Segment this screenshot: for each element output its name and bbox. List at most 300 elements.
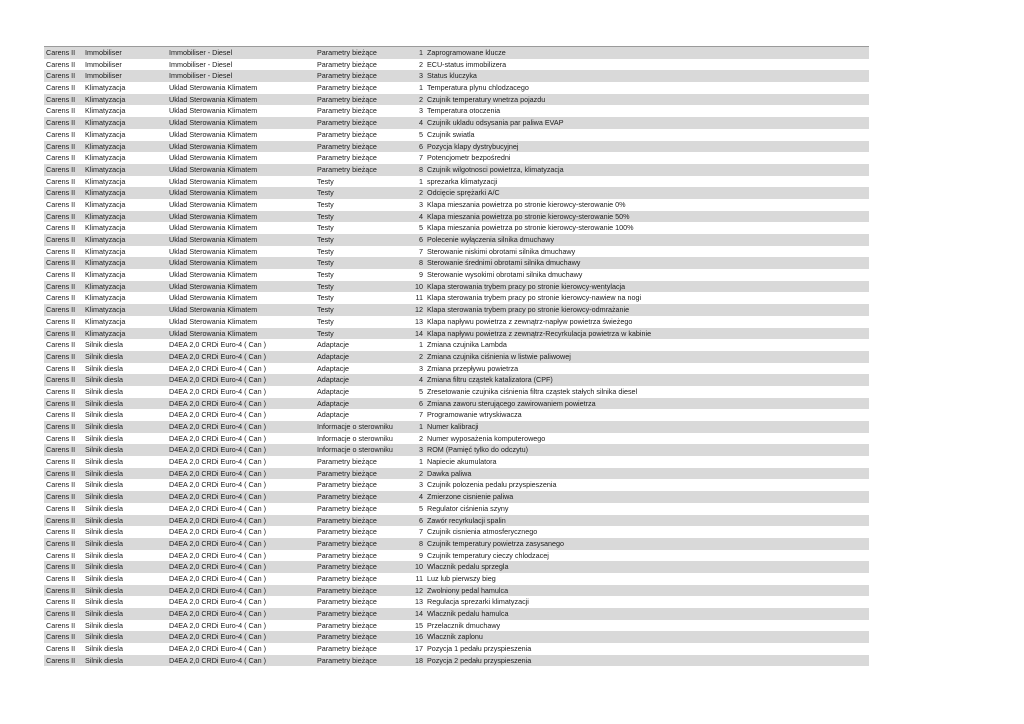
module-cell: D4EA 2,0 CRDi Euro-4 ( Can ) bbox=[169, 468, 267, 478]
table-row bbox=[44, 433, 869, 445]
table-row bbox=[44, 491, 869, 503]
category-cell: Testy bbox=[317, 305, 334, 315]
model-cell: Carens II bbox=[46, 71, 76, 81]
system-cell: Silnik diesla bbox=[85, 457, 123, 467]
module-cell: Uklad Sterowania Klimatem bbox=[169, 293, 258, 303]
index-cell: 5 bbox=[419, 503, 423, 513]
module-cell: D4EA 2,0 CRDi Euro-4 ( Can ) bbox=[169, 632, 267, 642]
table-row bbox=[44, 538, 869, 550]
model-cell: Carens II bbox=[46, 270, 76, 280]
system-cell: Klimatyzacja bbox=[85, 281, 126, 291]
table-row bbox=[44, 550, 869, 562]
table-row bbox=[44, 328, 869, 340]
category-cell: Parametry bieżące bbox=[317, 457, 377, 467]
model-cell: Carens II bbox=[46, 258, 76, 268]
index-cell: 1 bbox=[419, 422, 423, 431]
category-cell: Parametry bieżące bbox=[317, 468, 377, 478]
system-cell: Klimatyzacja bbox=[85, 188, 126, 198]
table-row bbox=[44, 351, 869, 363]
category-cell: Testy bbox=[317, 258, 334, 268]
index-cell: 10 bbox=[415, 562, 423, 572]
table-row bbox=[44, 585, 869, 597]
category-cell: Parametry bieżące bbox=[317, 573, 377, 583]
module-cell: D4EA 2,0 CRDi Euro-4 ( Can ) bbox=[169, 398, 267, 408]
function-cell: Pozycja 1 pedału przyspieszenia bbox=[427, 644, 532, 654]
function-cell: Klapa sterowania trybem pracy po stronie kierowcy-odmrażanie bbox=[427, 305, 630, 315]
module-cell: D4EA 2,0 CRDi Euro-4 ( Can ) bbox=[169, 562, 267, 572]
system-cell: Silnik diesla bbox=[85, 620, 123, 630]
model-cell: Carens II bbox=[46, 340, 76, 350]
table-row bbox=[44, 363, 869, 375]
table-row bbox=[44, 246, 869, 258]
model-cell: Carens II bbox=[46, 515, 76, 525]
table-row bbox=[44, 479, 869, 491]
category-cell: Parametry bieżące bbox=[317, 71, 377, 81]
system-cell: Silnik diesla bbox=[85, 340, 123, 350]
index-cell: 3 bbox=[419, 106, 423, 116]
index-cell: 2 bbox=[419, 351, 423, 361]
table-row bbox=[44, 152, 869, 164]
system-cell: Silnik diesla bbox=[85, 503, 123, 513]
category-cell: Adaptacje bbox=[317, 410, 349, 420]
index-cell: 10 bbox=[415, 281, 423, 291]
table-row bbox=[44, 374, 869, 386]
model-cell: Carens II bbox=[46, 503, 76, 513]
system-cell: Klimatyzacja bbox=[85, 141, 126, 151]
module-cell: D4EA 2,0 CRDi Euro-4 ( Can ) bbox=[169, 457, 267, 467]
module-cell: D4EA 2,0 CRDi Euro-4 ( Can ) bbox=[169, 445, 267, 455]
function-cell: Czujnik temperatury powietrza zasysanego bbox=[427, 538, 565, 548]
system-cell: Silnik diesla bbox=[85, 433, 123, 443]
function-cell: Numer wyposażenia komputerowego bbox=[427, 433, 546, 443]
model-cell: Carens II bbox=[46, 164, 76, 174]
system-cell: Silnik diesla bbox=[85, 632, 123, 642]
function-cell: Klapa napływu powietrza z zewnątrz-napływ powietrza świeżego bbox=[427, 316, 633, 326]
category-cell: Parametry bieżące bbox=[317, 585, 377, 595]
table-row bbox=[44, 257, 869, 269]
system-cell: Klimatyzacja bbox=[85, 83, 126, 93]
table-row bbox=[44, 59, 869, 71]
function-cell: Zawór recyrkulacji spalin bbox=[427, 515, 506, 525]
model-cell: Carens II bbox=[46, 550, 76, 560]
model-cell: Carens II bbox=[46, 188, 76, 198]
function-cell: Czujnik temperatury cieczy chlodzacej bbox=[427, 550, 549, 560]
index-cell: 5 bbox=[419, 129, 423, 139]
system-cell: Immobiliser bbox=[85, 59, 122, 69]
function-cell: ROM (Pamięć tylko do odczytu) bbox=[427, 445, 529, 455]
index-cell: 1 bbox=[419, 176, 423, 186]
system-cell: Immobiliser bbox=[85, 71, 122, 81]
function-cell: Napiecie akumulatora bbox=[427, 457, 497, 467]
function-cell: Temperatura plynu chlodzacego bbox=[427, 83, 529, 93]
index-cell: 7 bbox=[419, 153, 423, 163]
function-cell: Zmiana przepływu powietrza bbox=[427, 363, 519, 373]
model-cell: Carens II bbox=[46, 305, 76, 315]
index-cell: 1 bbox=[419, 457, 423, 467]
category-cell: Testy bbox=[317, 328, 334, 338]
table-row bbox=[44, 105, 869, 117]
category-cell: Testy bbox=[317, 281, 334, 291]
index-cell: 16 bbox=[415, 632, 423, 642]
module-cell: Uklad Sterowania Klimatem bbox=[169, 83, 258, 93]
index-cell: 5 bbox=[419, 386, 423, 396]
system-cell: Immobiliser bbox=[85, 48, 122, 57]
index-cell: 1 bbox=[419, 48, 423, 57]
index-cell: 11 bbox=[415, 573, 423, 583]
module-cell: Uklad Sterowania Klimatem bbox=[169, 223, 258, 233]
module-cell: Uklad Sterowania Klimatem bbox=[169, 235, 258, 244]
index-cell: 11 bbox=[415, 293, 423, 303]
category-cell: Parametry bieżące bbox=[317, 620, 377, 630]
model-cell: Carens II bbox=[46, 281, 76, 291]
table-row bbox=[44, 456, 869, 468]
system-cell: Silnik diesla bbox=[85, 515, 123, 525]
model-cell: Carens II bbox=[46, 398, 76, 408]
index-cell: 3 bbox=[419, 363, 423, 373]
function-cell: Klapa mieszania powietrza po stronie kierowcy-sterowanie 50% bbox=[427, 211, 630, 221]
system-cell: Silnik diesla bbox=[85, 655, 123, 665]
module-cell: Uklad Sterowania Klimatem bbox=[169, 106, 258, 116]
table-row bbox=[44, 164, 869, 176]
system-cell: Klimatyzacja bbox=[85, 129, 126, 139]
system-cell: Silnik diesla bbox=[85, 398, 123, 408]
model-cell: Carens II bbox=[46, 83, 76, 93]
module-cell: Uklad Sterowania Klimatem bbox=[169, 118, 258, 128]
system-cell: Klimatyzacja bbox=[85, 211, 126, 221]
index-cell: 7 bbox=[419, 246, 423, 256]
module-cell: Uklad Sterowania Klimatem bbox=[169, 246, 258, 256]
category-cell: Parametry bieżące bbox=[317, 153, 377, 163]
index-cell: 3 bbox=[419, 480, 423, 490]
category-cell: Parametry bieżące bbox=[317, 83, 377, 93]
system-cell: Klimatyzacja bbox=[85, 118, 126, 128]
category-cell: Parametry bieżące bbox=[317, 609, 377, 618]
module-cell: D4EA 2,0 CRDi Euro-4 ( Can ) bbox=[169, 340, 267, 350]
model-cell: Carens II bbox=[46, 457, 76, 467]
table-row bbox=[44, 643, 869, 655]
index-cell: 1 bbox=[419, 83, 423, 93]
function-cell: Klapa sterowania trybem pracy po stronie kierowcy-nawiew na nogi bbox=[427, 293, 642, 303]
table-row bbox=[44, 176, 869, 188]
system-cell: Silnik diesla bbox=[85, 351, 123, 361]
index-cell: 2 bbox=[419, 94, 423, 104]
category-cell: Parametry bieżące bbox=[317, 562, 377, 572]
module-cell: Uklad Sterowania Klimatem bbox=[169, 281, 258, 291]
module-cell: D4EA 2,0 CRDi Euro-4 ( Can ) bbox=[169, 538, 267, 548]
module-cell: Uklad Sterowania Klimatem bbox=[169, 258, 258, 268]
function-cell: Sterowanie średnimi obrotami silnika dmuchawy bbox=[427, 258, 581, 268]
module-cell: Uklad Sterowania Klimatem bbox=[169, 199, 258, 209]
index-cell: 6 bbox=[419, 515, 423, 525]
table-row bbox=[44, 222, 869, 234]
system-cell: Silnik diesla bbox=[85, 480, 123, 490]
model-cell: Carens II bbox=[46, 363, 76, 373]
module-cell: Uklad Sterowania Klimatem bbox=[169, 176, 258, 186]
index-cell: 17 bbox=[415, 644, 423, 654]
model-cell: Carens II bbox=[46, 422, 76, 431]
module-cell: D4EA 2,0 CRDi Euro-4 ( Can ) bbox=[169, 597, 267, 607]
function-cell: Zmierzone cisnienie paliwa bbox=[427, 492, 514, 502]
index-cell: 5 bbox=[419, 223, 423, 233]
system-cell: Silnik diesla bbox=[85, 609, 123, 618]
category-cell: Parametry bieżące bbox=[317, 118, 377, 128]
module-cell: Uklad Sterowania Klimatem bbox=[169, 328, 258, 338]
index-cell: 4 bbox=[419, 118, 423, 128]
table-row bbox=[44, 386, 869, 398]
system-cell: Klimatyzacja bbox=[85, 235, 126, 244]
model-cell: Carens II bbox=[46, 235, 76, 244]
function-cell: Wlacznik pedalu sprzegla bbox=[427, 562, 509, 572]
function-cell: Regulacja sprezarki klimatyzacji bbox=[427, 597, 529, 607]
table-row bbox=[44, 573, 869, 585]
function-cell: Zresetowanie czujnika ciśnienia filtra cząstek stałych silnika diesel bbox=[427, 386, 638, 396]
function-cell: Zmiana zaworu sterującego zawirowaniem powietrza bbox=[427, 398, 596, 408]
function-cell: Regulator ciśnienia szyny bbox=[427, 503, 509, 513]
category-cell: Parametry bieżące bbox=[317, 527, 377, 537]
table-row bbox=[44, 503, 869, 515]
module-cell: D4EA 2,0 CRDi Euro-4 ( Can ) bbox=[169, 527, 267, 537]
category-cell: Adaptacje bbox=[317, 398, 349, 408]
module-cell: Uklad Sterowania Klimatem bbox=[169, 211, 258, 221]
model-cell: Carens II bbox=[46, 492, 76, 502]
table-row bbox=[44, 141, 869, 153]
function-cell: Sterowanie niskimi obrotami silnika dmuchawy bbox=[427, 246, 576, 256]
function-cell: Czujnik polozenia pedalu przyspieszenia bbox=[427, 480, 557, 490]
table-row bbox=[44, 655, 869, 667]
function-cell: Programowanie wtryskiwacza bbox=[427, 410, 522, 420]
system-cell: Klimatyzacja bbox=[85, 328, 126, 338]
system-cell: Klimatyzacja bbox=[85, 164, 126, 174]
table-row bbox=[44, 526, 869, 538]
module-cell: D4EA 2,0 CRDi Euro-4 ( Can ) bbox=[169, 386, 267, 396]
model-cell: Carens II bbox=[46, 223, 76, 233]
system-cell: Silnik diesla bbox=[85, 445, 123, 455]
model-cell: Carens II bbox=[46, 106, 76, 116]
system-cell: Klimatyzacja bbox=[85, 258, 126, 268]
model-cell: Carens II bbox=[46, 468, 76, 478]
function-cell: Zmiana filtru cząstek katalizatora (CPF) bbox=[427, 375, 553, 385]
function-cell: Polecenie wyłączenia silnika dmuchawy bbox=[427, 235, 555, 244]
module-cell: D4EA 2,0 CRDi Euro-4 ( Can ) bbox=[169, 503, 267, 513]
index-cell: 8 bbox=[419, 258, 423, 268]
table-row bbox=[44, 94, 869, 106]
table-row bbox=[44, 70, 869, 82]
index-cell: 12 bbox=[415, 585, 423, 595]
category-cell: Parametry bieżące bbox=[317, 106, 377, 116]
system-cell: Klimatyzacja bbox=[85, 223, 126, 233]
system-cell: Klimatyzacja bbox=[85, 305, 126, 315]
module-cell: D4EA 2,0 CRDi Euro-4 ( Can ) bbox=[169, 480, 267, 490]
category-cell: Parametry bieżące bbox=[317, 164, 377, 174]
model-cell: Carens II bbox=[46, 597, 76, 607]
table-row bbox=[44, 316, 869, 328]
table-row bbox=[44, 269, 869, 281]
model-cell: Carens II bbox=[46, 538, 76, 548]
index-cell: 14 bbox=[415, 609, 423, 618]
model-cell: Carens II bbox=[46, 410, 76, 420]
category-cell: Parametry bieżące bbox=[317, 644, 377, 654]
table-row bbox=[44, 339, 869, 351]
table-row bbox=[44, 631, 869, 643]
index-cell: 1 bbox=[419, 340, 423, 350]
model-cell: Carens II bbox=[46, 609, 76, 618]
module-cell: D4EA 2,0 CRDi Euro-4 ( Can ) bbox=[169, 351, 267, 361]
table-row bbox=[44, 292, 869, 304]
model-cell: Carens II bbox=[46, 316, 76, 326]
system-cell: Klimatyzacja bbox=[85, 153, 126, 163]
system-cell: Silnik diesla bbox=[85, 527, 123, 537]
function-cell: Odcięcie sprężarki A/C bbox=[427, 188, 500, 198]
category-cell: Testy bbox=[317, 293, 334, 303]
index-cell: 3 bbox=[419, 71, 423, 81]
category-cell: Parametry bieżące bbox=[317, 129, 377, 139]
index-cell: 8 bbox=[419, 164, 423, 174]
module-cell: Uklad Sterowania Klimatem bbox=[169, 270, 258, 280]
index-cell: 3 bbox=[419, 199, 423, 209]
function-cell: Zmiana czujnika ciśnienia w listwie paliwowej bbox=[427, 351, 571, 361]
index-cell: 18 bbox=[415, 655, 423, 665]
category-cell: Parametry bieżące bbox=[317, 480, 377, 490]
category-cell: Testy bbox=[317, 211, 334, 221]
table-row bbox=[44, 187, 869, 199]
model-cell: Carens II bbox=[46, 655, 76, 665]
index-cell: 6 bbox=[419, 235, 423, 244]
table-row bbox=[44, 620, 869, 632]
module-cell: D4EA 2,0 CRDi Euro-4 ( Can ) bbox=[169, 609, 267, 618]
function-cell: Zaprogramowane klucze bbox=[427, 48, 506, 57]
module-cell: Uklad Sterowania Klimatem bbox=[169, 316, 258, 326]
category-cell: Testy bbox=[317, 223, 334, 233]
model-cell: Carens II bbox=[46, 59, 76, 69]
module-cell: Immobiliser - Diesel bbox=[169, 59, 233, 69]
category-cell: Parametry bieżące bbox=[317, 59, 377, 69]
model-cell: Carens II bbox=[46, 176, 76, 186]
model-cell: Carens II bbox=[46, 433, 76, 443]
function-cell: Czujnik wilgotnosci powietrza, klimatyzacja bbox=[427, 164, 564, 174]
module-cell: D4EA 2,0 CRDi Euro-4 ( Can ) bbox=[169, 410, 267, 420]
index-cell: 7 bbox=[419, 410, 423, 420]
table-row bbox=[44, 199, 869, 211]
index-cell: 13 bbox=[415, 597, 423, 607]
module-cell: Uklad Sterowania Klimatem bbox=[169, 188, 258, 198]
index-cell: 6 bbox=[419, 141, 423, 151]
function-cell: Klapa napływu powietrza z zewnątrz-Recyrkulacja powietrza w kabinie bbox=[427, 328, 652, 338]
module-cell: D4EA 2,0 CRDi Euro-4 ( Can ) bbox=[169, 644, 267, 654]
module-cell: Uklad Sterowania Klimatem bbox=[169, 153, 258, 163]
function-cell: Zmiana czujnika Lambda bbox=[427, 340, 507, 350]
category-cell: Informacje o sterowniku bbox=[317, 433, 393, 443]
index-cell: 9 bbox=[419, 550, 423, 560]
system-cell: Klimatyzacja bbox=[85, 293, 126, 303]
category-cell: Parametry bieżące bbox=[317, 48, 377, 57]
model-cell: Carens II bbox=[46, 644, 76, 654]
module-cell: D4EA 2,0 CRDi Euro-4 ( Can ) bbox=[169, 515, 267, 525]
module-cell: D4EA 2,0 CRDi Euro-4 ( Can ) bbox=[169, 550, 267, 560]
function-cell: Czujnik swiatla bbox=[427, 129, 475, 139]
category-cell: Adaptacje bbox=[317, 340, 349, 350]
model-cell: Carens II bbox=[46, 585, 76, 595]
table-row bbox=[44, 129, 869, 141]
table-row bbox=[44, 444, 869, 456]
index-cell: 2 bbox=[419, 433, 423, 443]
table-row bbox=[44, 468, 869, 480]
system-cell: Silnik diesla bbox=[85, 468, 123, 478]
function-cell: Temperatura otoczenia bbox=[427, 106, 501, 116]
module-cell: Immobiliser - Diesel bbox=[169, 71, 233, 81]
system-cell: Klimatyzacja bbox=[85, 316, 126, 326]
model-cell: Carens II bbox=[46, 293, 76, 303]
function-cell: Przelacznik dmuchawy bbox=[427, 620, 501, 630]
model-cell: Carens II bbox=[46, 480, 76, 490]
function-cell: sprezarka klimatyzacji bbox=[427, 176, 498, 186]
category-cell: Testy bbox=[317, 235, 334, 244]
table-row bbox=[44, 82, 869, 94]
category-cell: Parametry bieżące bbox=[317, 503, 377, 513]
category-cell: Testy bbox=[317, 270, 334, 280]
category-cell: Testy bbox=[317, 199, 334, 209]
table-row bbox=[44, 211, 869, 223]
function-cell: Klapa sterowania trybem pracy po stronie kierowcy-wentylacja bbox=[427, 281, 626, 291]
index-cell: 2 bbox=[419, 468, 423, 478]
table-row bbox=[44, 117, 869, 129]
module-cell: D4EA 2,0 CRDi Euro-4 ( Can ) bbox=[169, 422, 267, 431]
module-cell: D4EA 2,0 CRDi Euro-4 ( Can ) bbox=[169, 375, 267, 385]
category-cell: Adaptacje bbox=[317, 386, 349, 396]
category-cell: Testy bbox=[317, 316, 334, 326]
module-cell: D4EA 2,0 CRDi Euro-4 ( Can ) bbox=[169, 492, 267, 502]
index-cell: 4 bbox=[419, 375, 423, 385]
module-cell: D4EA 2,0 CRDi Euro-4 ( Can ) bbox=[169, 363, 267, 373]
index-cell: 2 bbox=[419, 188, 423, 198]
model-cell: Carens II bbox=[46, 620, 76, 630]
function-cell: Klapa mieszania powietrza po stronie kierowcy-sterowanie 100% bbox=[427, 223, 634, 233]
system-cell: Silnik diesla bbox=[85, 644, 123, 654]
function-cell: Wlacznik pedalu hamulca bbox=[427, 609, 509, 618]
category-cell: Testy bbox=[317, 246, 334, 256]
module-cell: Immobiliser - Diesel bbox=[169, 48, 233, 57]
index-cell: 4 bbox=[419, 492, 423, 502]
category-cell: Parametry bieżące bbox=[317, 597, 377, 607]
system-cell: Silnik diesla bbox=[85, 492, 123, 502]
function-cell: Wlacznik zaplonu bbox=[427, 632, 483, 642]
diagnostic-functions-table bbox=[44, 47, 869, 666]
function-cell: Zwolniony pedal hamulca bbox=[427, 585, 509, 595]
index-cell: 9 bbox=[419, 270, 423, 280]
category-cell: Parametry bieżące bbox=[317, 538, 377, 548]
category-cell: Adaptacje bbox=[317, 351, 349, 361]
system-cell: Silnik diesla bbox=[85, 375, 123, 385]
model-cell: Carens II bbox=[46, 386, 76, 396]
category-cell: Informacje o sterowniku bbox=[317, 445, 393, 455]
function-cell: Status kluczyka bbox=[427, 71, 477, 81]
model-cell: Carens II bbox=[46, 562, 76, 572]
function-cell: Dawka paliwa bbox=[427, 468, 472, 478]
table-row bbox=[44, 47, 869, 59]
index-cell: 15 bbox=[415, 620, 423, 630]
category-cell: Parametry bieżące bbox=[317, 515, 377, 525]
table-row bbox=[44, 596, 869, 608]
model-cell: Carens II bbox=[46, 118, 76, 128]
model-cell: Carens II bbox=[46, 48, 76, 57]
index-cell: 8 bbox=[419, 538, 423, 548]
table-row bbox=[44, 515, 869, 527]
system-cell: Silnik diesla bbox=[85, 550, 123, 560]
category-cell: Parametry bieżące bbox=[317, 632, 377, 642]
table-row bbox=[44, 398, 869, 410]
index-cell: 2 bbox=[419, 59, 423, 69]
module-cell: Uklad Sterowania Klimatem bbox=[169, 141, 258, 151]
table-row bbox=[44, 281, 869, 293]
